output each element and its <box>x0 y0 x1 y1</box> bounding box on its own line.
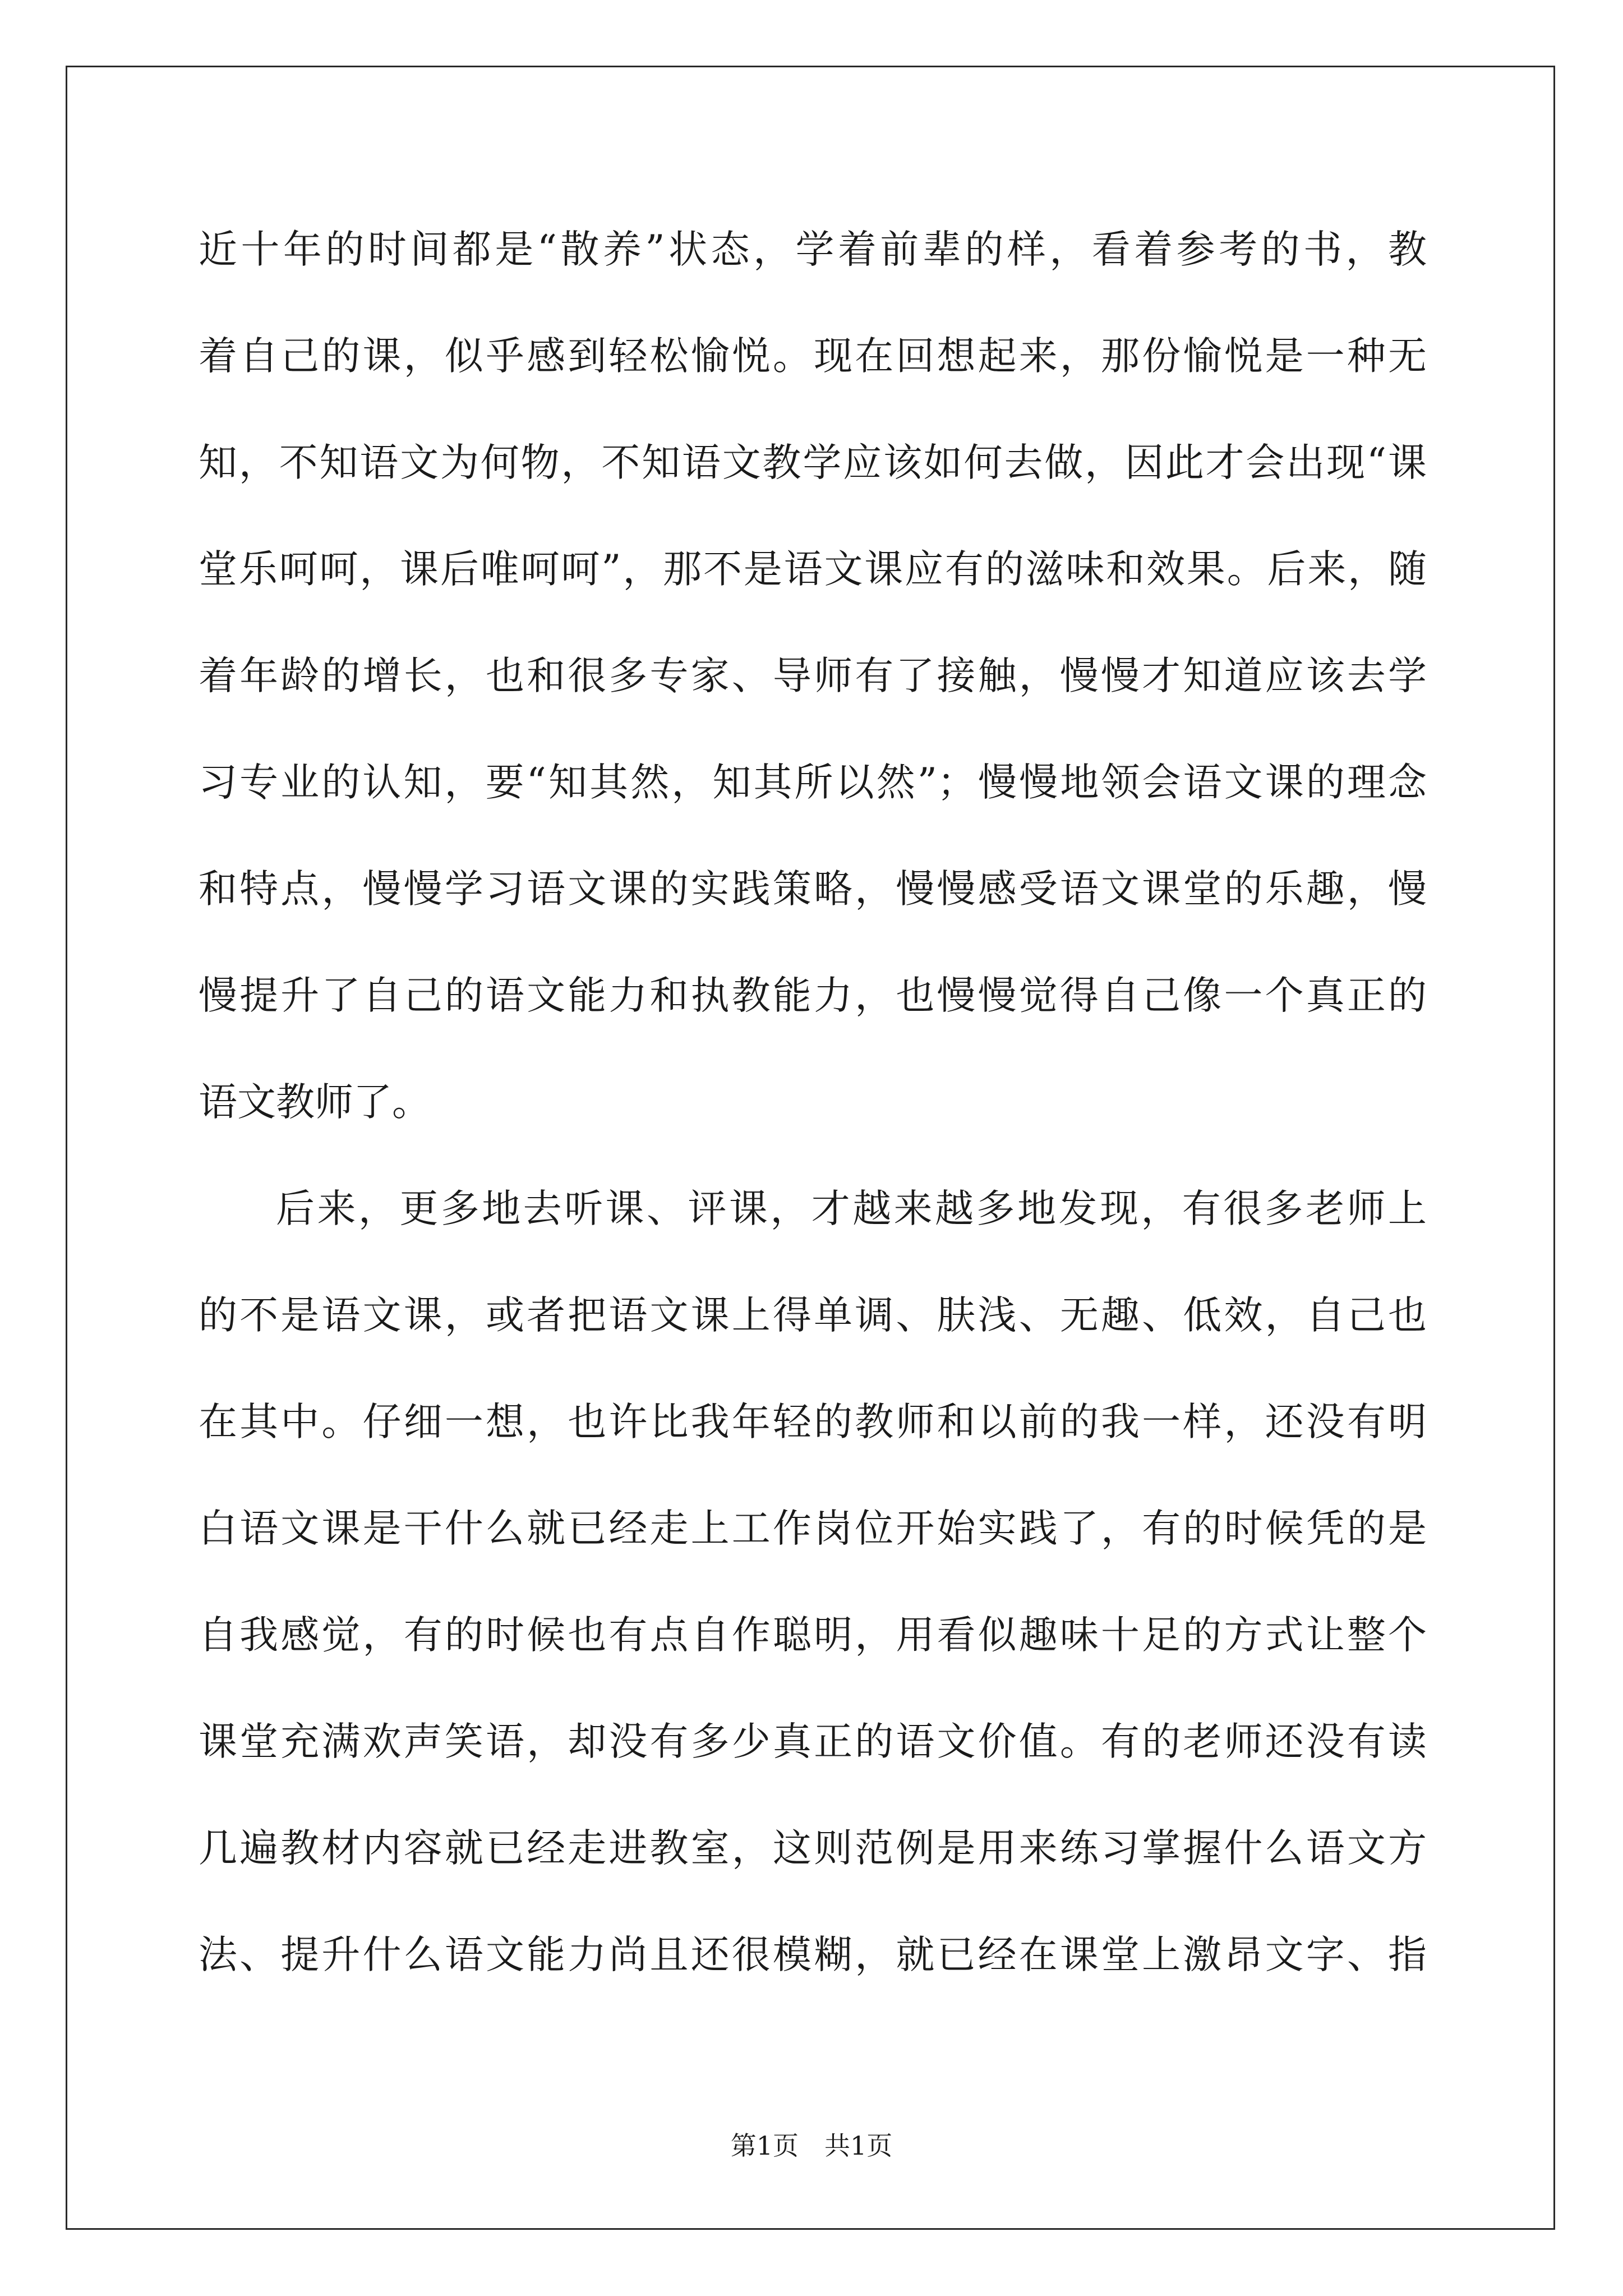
text-line: 堂乐呵呵，课后唯呵呵”，那不是语文课应有的滋味和效果。后来，随 <box>199 547 1427 592</box>
text-line: 课堂充满欢声笑语，却没有多少真正的语文价值。有的老师还没有读 <box>199 1719 1427 1764</box>
text-line: 几遍教材内容就已经走进教室，这则范例是用来练习掌握什么语文方 <box>199 1826 1427 1871</box>
text-line: 近十年的时间都是“散养”状态，学着前辈的样，看着参考的书，教 <box>199 227 1427 272</box>
text-line: 知，不知语文为何物，不知语文教学应该如何去做，因此才会出现“课 <box>199 440 1427 485</box>
text-line: 习专业的认知，要“知其然，知其所以然”；慢慢地领会语文课的理念 <box>199 760 1427 805</box>
text-line: 语文教师了。 <box>199 1080 431 1125</box>
text-line: 在其中。仔细一想，也许比我年轻的教师和以前的我一样，还没有明 <box>199 1400 1427 1444</box>
text-line: 和特点，慢慢学习语文课的实践策略，慢慢感受语文课堂的乐趣，慢 <box>199 867 1427 912</box>
text-line: 慢提升了自己的语文能力和执教能力，也慢慢觉得自己像一个真正的 <box>199 973 1427 1018</box>
text-line: 着年龄的增长，也和很多专家、导师有了接触，慢慢才知道应该去学 <box>199 654 1427 698</box>
document-body <box>199 219 1427 2031</box>
page-number: 第1页 共1页 <box>730 2131 893 2161</box>
text-line: 自我感觉，有的时候也有点自作聪明，用看似趣味十足的方式让整个 <box>199 1613 1427 1658</box>
text-line: 着自己的课，似乎感到轻松愉悦。现在回想起来，那份愉悦是一种无 <box>199 334 1427 379</box>
text-line: 法、提升什么语文能力尚且还很模糊，就已经在课堂上激昂文字、指 <box>199 1932 1427 1977</box>
text-line: 后来，更多地去听课、评课，才越来越多地发现，有很多老师上 <box>276 1186 1427 1231</box>
text-line: 的不是语文课，或者把语文课上得单调、肤浅、无趣、低效，自己也 <box>199 1293 1427 1338</box>
text-line: 白语文课是干什么就已经走上工作岗位开始实践了，有的时候凭的是 <box>199 1506 1427 1551</box>
